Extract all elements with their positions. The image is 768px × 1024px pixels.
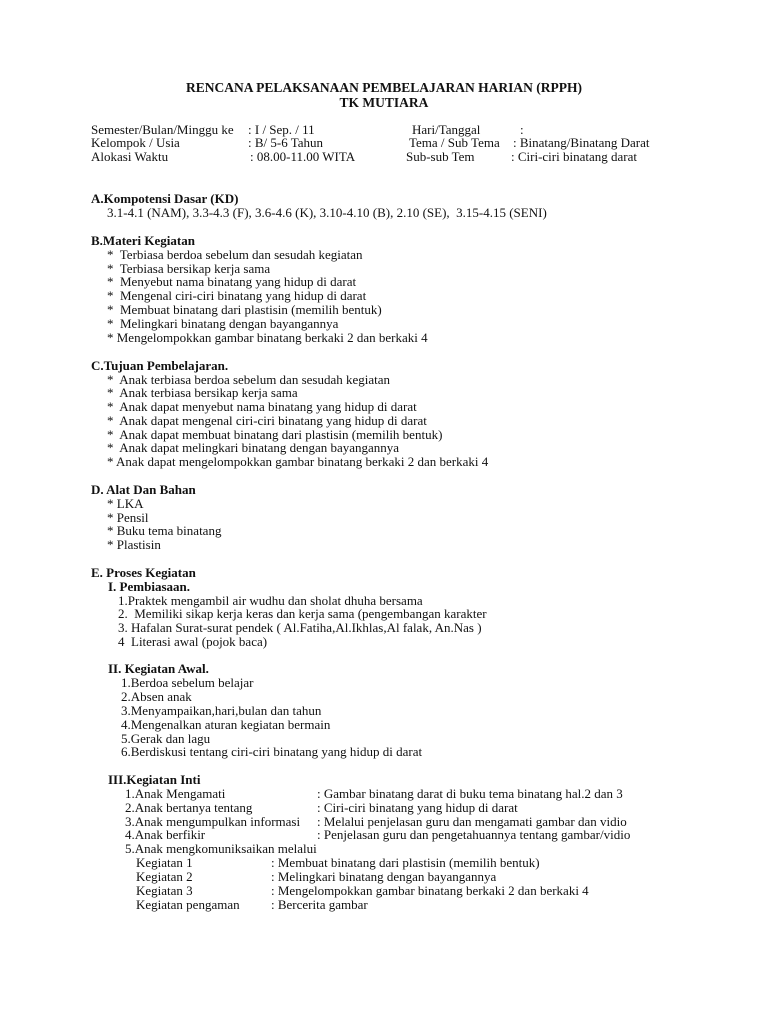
list-item: * Anak dapat menyebut nama binatang yang hidup di darat (107, 399, 417, 414)
inti-value: : Gambar binatang darat di buku tema binatang hal.2 dan 3 (317, 786, 623, 801)
alokasi-label: Alokasi Waktu (91, 149, 169, 164)
inti-label: 2.Anak bertanya tentang (125, 800, 253, 815)
awal-heading: II. Kegiatan Awal. (108, 661, 209, 676)
list-item: 1.Berdoa sebelum belajar (121, 675, 254, 690)
list-item: * Buku tema binatang (107, 523, 222, 538)
list-item: * Plastisin (107, 537, 161, 552)
list-item: 5.Gerak dan lagu (121, 731, 211, 746)
list-item: * Terbiasa bersikap kerja sama (107, 261, 271, 276)
list-item: * Mengenal ciri-ciri binatang yang hidup di darat (107, 288, 367, 303)
kd-heading: A.Kompotensi Dasar (KD) (91, 191, 239, 206)
proses-heading: E. Proses Kegiatan (91, 565, 196, 580)
list-item: * Pensil (107, 510, 149, 525)
list-item: 1.Praktek mengambil air wudhu dan sholat dhuha bersama (118, 593, 423, 608)
inti-heading: III.Kegiatan Inti (108, 772, 201, 787)
list-item: * Anak dapat melingkari binatang dengan bayangannya (107, 440, 400, 455)
list-item: 4 Literasi awal (pojok baca) (118, 634, 268, 649)
list-item: * Mengelompokkan gambar binatang berkaki 2 dan berkaki 4 (107, 330, 428, 345)
list-item: * Melingkari binatang dengan bayangannya (107, 316, 339, 331)
alat-heading: D. Alat Dan Bahan (91, 482, 196, 497)
inti-value: : Melalui penjelasan guru dan mengamati gambar dan vidio (317, 814, 627, 829)
list-item: * LKA (107, 496, 144, 511)
alokasi-value: : 08.00-11.00 WITA (250, 149, 356, 164)
list-item: * Membuat binatang dari plastisin (memilih bentuk) (107, 302, 382, 317)
inti-label: 1.Anak Mengamati (125, 786, 226, 801)
subsub-label: Sub-sub Tem (406, 149, 475, 164)
document-title: RENCANA PELAKSANAAN PEMBELAJARAN HARIAN (RPPH) (185, 80, 582, 95)
kelompok-label: Kelompok / Usia (91, 135, 180, 150)
list-item: * Anak terbiasa bersikap kerja sama (107, 385, 298, 400)
kelompok-value: : B/ 5-6 Tahun (248, 135, 324, 150)
list-item: * Anak terbiasa berdoa sebelum dan sesudah kegiatan (107, 372, 391, 387)
semester-value: : I / Sep. / 11 (248, 122, 315, 137)
materi-heading: B.Materi Kegiatan (91, 233, 195, 248)
list-item: * Terbiasa berdoa sebelum dan sesudah kegiatan (107, 247, 363, 262)
kegiatan-label: Kegiatan 3 (136, 883, 193, 898)
inti-value: : Penjelasan guru dan pengetahuannya tentang gambar/vidio (317, 827, 631, 842)
tema-value: : Binatang/Binatang Darat (513, 135, 650, 150)
semester-label: Semester/Bulan/Minggu ke (91, 122, 234, 137)
inti-label: 4.Anak berfikir (125, 827, 206, 842)
subsub-value: : Ciri-ciri binatang darat (511, 149, 637, 164)
list-item: 3.Menyampaikan,hari,bulan dan tahun (121, 703, 322, 718)
school-name: TK MUTIARA (339, 95, 429, 110)
kegiatan-label: Kegiatan 2 (136, 869, 193, 884)
tema-label: Tema / Sub Tema (409, 135, 500, 150)
kd-text: 3.1-4.1 (NAM), 3.3-4.3 (F), 3.6-4.6 (K), 3.10-4.10 (B), 2.10 (SE), 3.15-4.15 (SENI) (107, 205, 547, 220)
pembiasaan-heading: I. Pembiasaan. (108, 579, 190, 594)
kegiatan-value: : Membuat binatang dari plastisin (memilih bentuk) (271, 855, 540, 870)
tujuan-heading: C.Tujuan Pembelajaran. (91, 358, 229, 373)
kegiatan-value: : Mengelompokkan gambar binatang berkaki 2 dan berkaki 4 (271, 883, 589, 898)
kegiatan-label: Kegiatan pengaman (136, 897, 240, 912)
hari-value: : (520, 122, 524, 137)
kegiatan-value: : Bercerita gambar (271, 897, 368, 912)
list-item: * Menyebut nama binatang yang hidup di darat (107, 274, 357, 289)
list-item: * Anak dapat mengenal ciri-ciri binatang yang hidup di darat (107, 413, 427, 428)
hari-label: Hari/Tanggal (412, 122, 481, 137)
kegiatan-value: : Melingkari binatang dengan bayangannya (271, 869, 497, 884)
komunikasi-label: 5.Anak mengkomuniksaikan melalui (125, 841, 317, 856)
list-item: * Anak dapat membuat binatang dari plastisin (memilih bentuk) (107, 427, 443, 442)
list-item: * Anak dapat mengelompokkan gambar binatang berkaki 2 dan berkaki 4 (107, 454, 489, 469)
list-item: 2.Absen anak (121, 689, 192, 704)
kegiatan-label: Kegiatan 1 (136, 855, 193, 870)
list-item: 6.Berdiskusi tentang ciri-ciri binatang yang hidup di darat (121, 744, 423, 759)
list-item: 2. Memiliki sikap kerja keras dan kerja sama (pengembangan karakter (118, 606, 487, 621)
list-item: 3. Hafalan Surat-surat pendek ( Al.Fatiha,Al.Ikhlas,Al falak, An.Nas ) (118, 620, 482, 635)
list-item: 4.Mengenalkan aturan kegiatan bermain (121, 717, 331, 732)
inti-label: 3.Anak mengumpulkan informasi (125, 814, 301, 829)
inti-value: : Ciri-ciri binatang yang hidup di darat (317, 800, 518, 815)
